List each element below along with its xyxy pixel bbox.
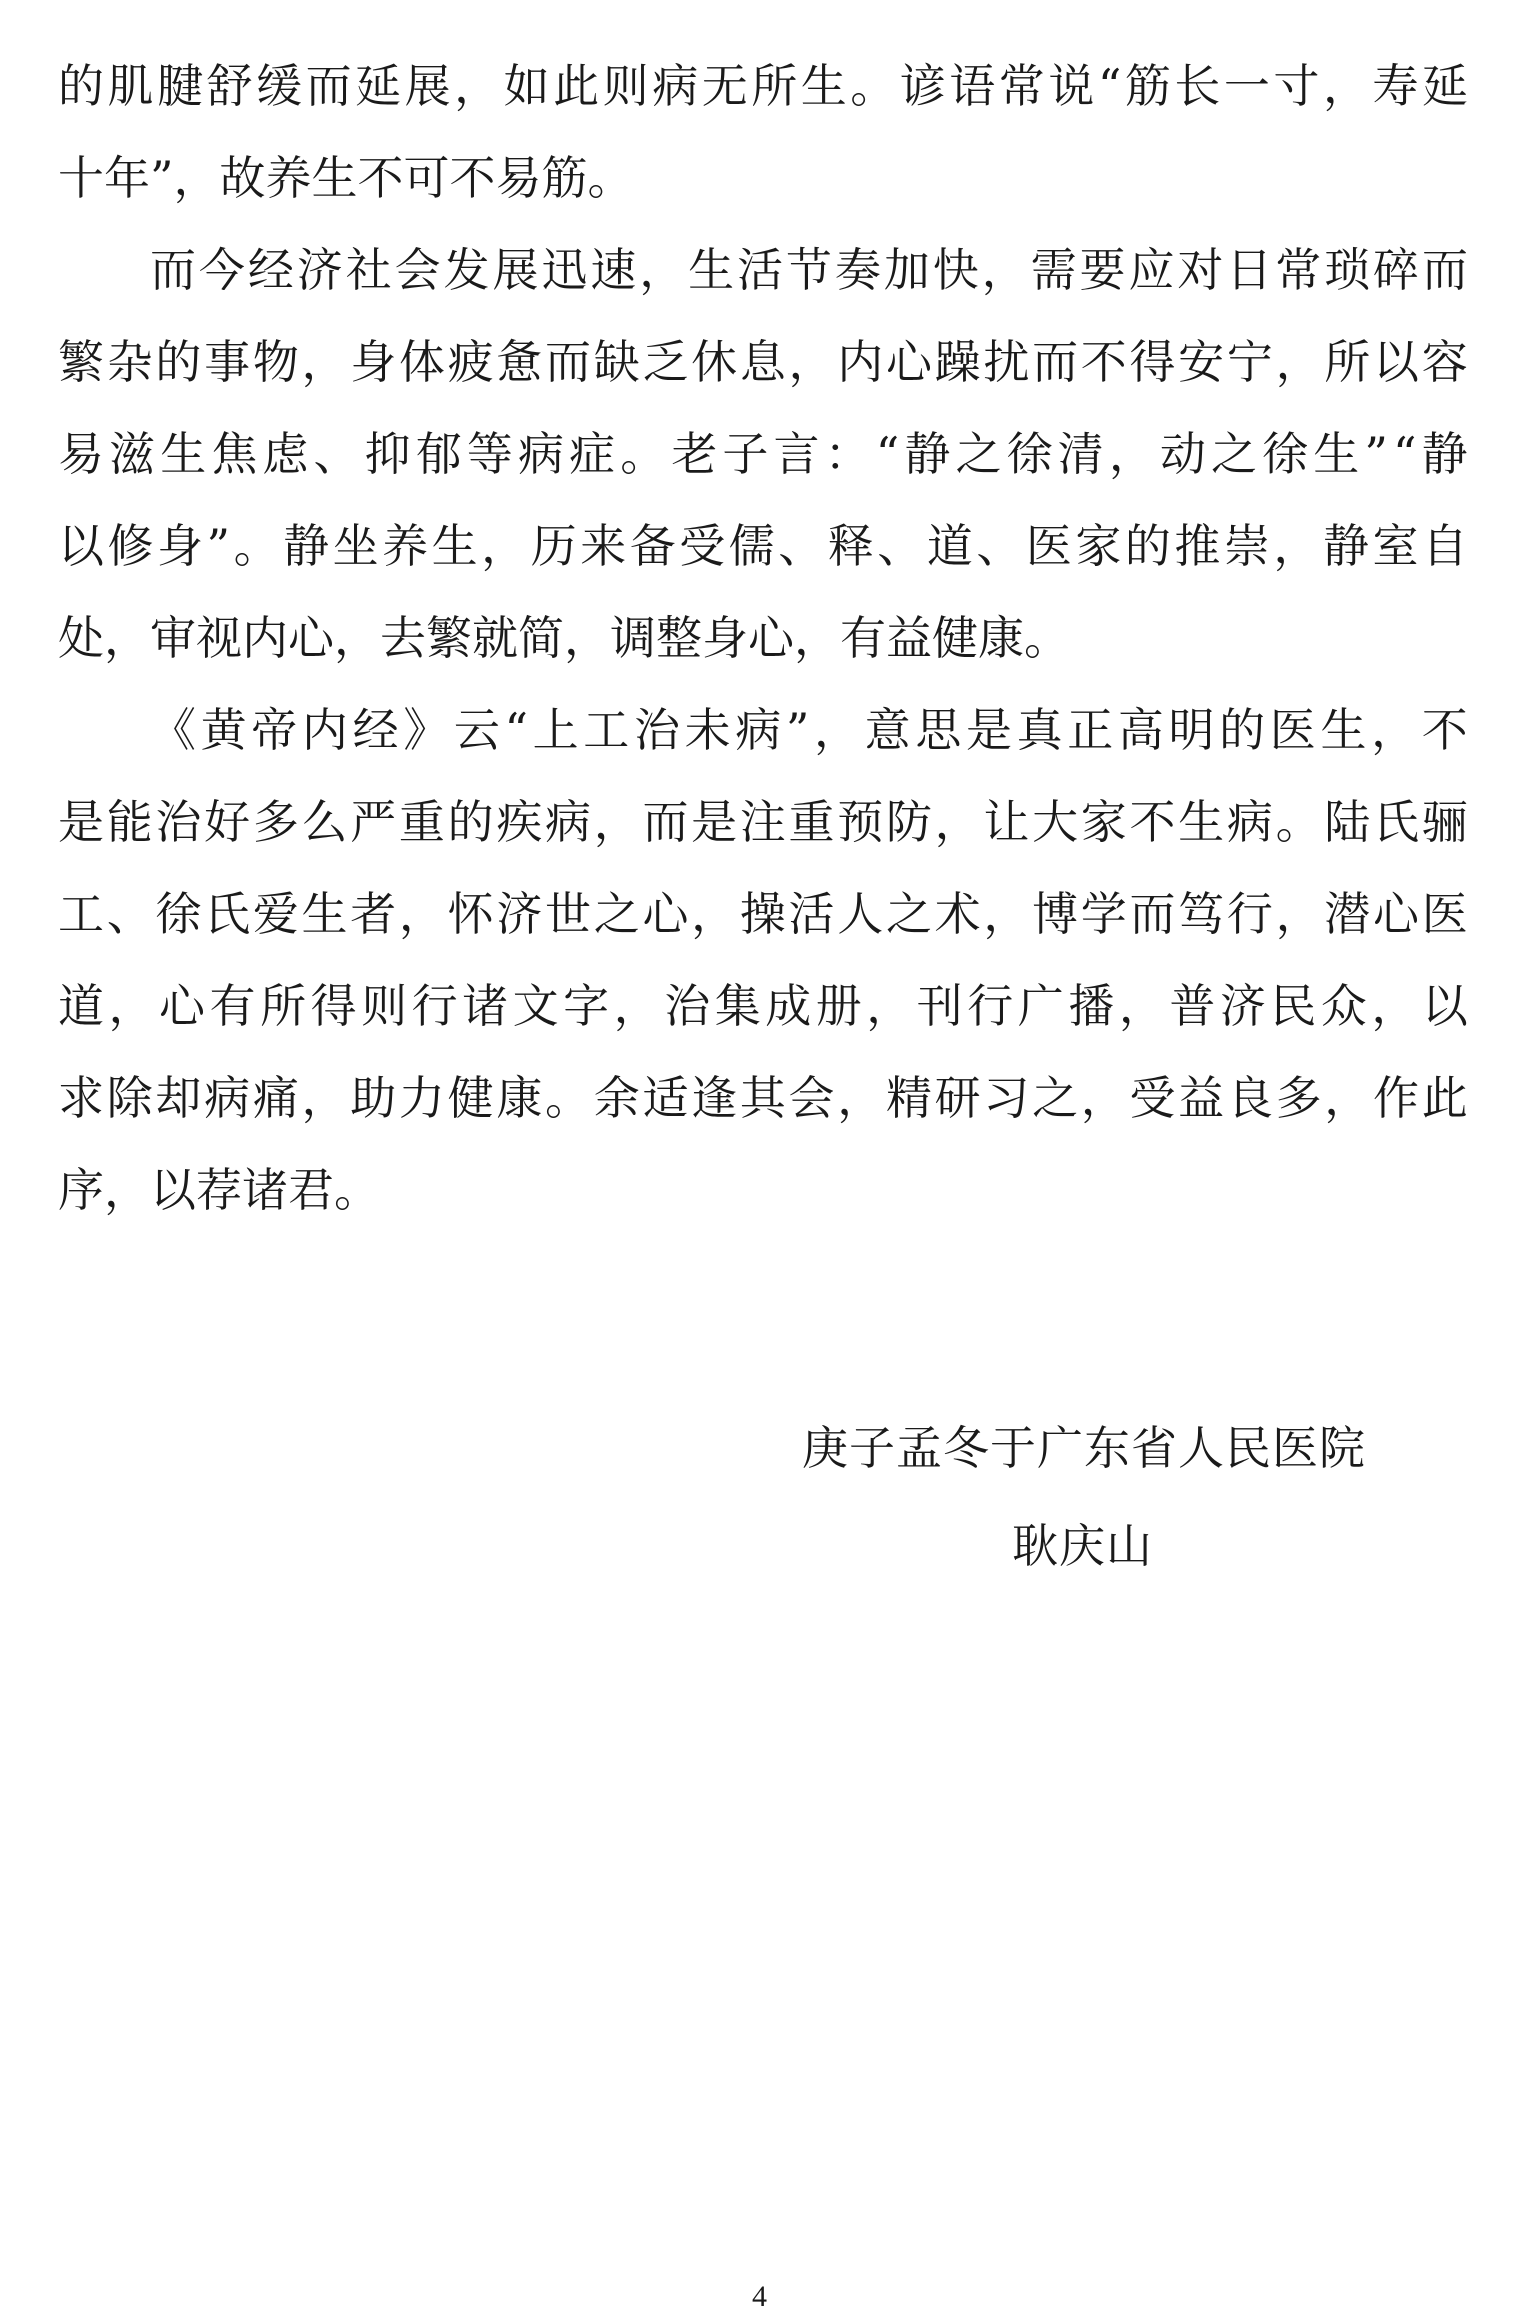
text-line: 而 今 经 济 社 会 发 展 迅 速 ， 生 活 节 奏 加 快 ， 需 要 应 对 日 常 琐 碎 而 bbox=[150, 243, 1468, 297]
text-line: 处 ， 审 视 内 心 ， 去 繁 就 简 ， 调 整 身 心 ， 有 益 健 康 。 bbox=[58, 611, 1070, 665]
text-line: 《 黄 帝 内 经 》 云 “ 上 工 治 未 病 ” ， 意 思 是 真 正 高 明 的 医 生 ， 不 bbox=[150, 703, 1468, 757]
text-line: 的 肌 腱 舒 缓 而 延 展 ， 如 此 则 病 无 所 生 。 谚 语 常 说 “ 筋 长 一 寸 ， 寿 延 bbox=[58, 59, 1468, 113]
text-line: 道 ， 心 有 所 得 则 行 诸 文 字 ， 治 集 成 册 ， 刊 行 广 播 ， 普 济 民 众 ， 以 bbox=[58, 979, 1468, 1033]
signature-place-date: 庚子孟冬于广东省人民医院 bbox=[802, 1421, 1366, 1475]
text-line: 十 年 ” ， 故 养 生 不 可 不 易 筋 。 bbox=[58, 151, 634, 205]
text-line: 工 、 徐 氏 爱 生 者 ， 怀 济 世 之 心 ， 操 活 人 之 术 ， 博 学 而 笃 行 ， 潜 心 医 bbox=[58, 887, 1468, 941]
text-line: 序 ， 以 荐 诸 君 。 bbox=[58, 1163, 380, 1217]
text-line: 求 除 却 病 痛 ， 助 力 健 康 。 余 适 逢 其 会 ， 精 研 习 之 ， 受 益 良 多 ， 作 此 bbox=[58, 1071, 1468, 1125]
preface-body bbox=[58, 40, 1468, 1236]
signature-author: 耿庆山 bbox=[1012, 1519, 1153, 1573]
text-line: 繁 杂 的 事 物 ， 身 体 疲 惫 而 缺 乏 休 息 ， 内 心 躁 扰 而 不 得 安 宁 ， 所 以 容 bbox=[58, 335, 1468, 389]
page-number: 4 bbox=[752, 2280, 767, 2313]
text-line: 是 能 治 好 多 么 严 重 的 疾 病 ， 而 是 注 重 预 防 ， 让 大 家 不 生 病 。 陆 氏 骊 bbox=[58, 795, 1468, 849]
text-line: 以 修 身 ” 。 静 坐 养 生 ， 历 来 备 受 儒 、 释 、 道 、 医 家 的 推 崇 ， 静 室 自 bbox=[58, 519, 1468, 573]
text-line: 易 滋 生 焦 虑 、 抑 郁 等 病 症 。 老 子 言 ： “ 静 之 徐 清 ， 动 之 徐 生 ” “ 静 bbox=[58, 427, 1468, 481]
